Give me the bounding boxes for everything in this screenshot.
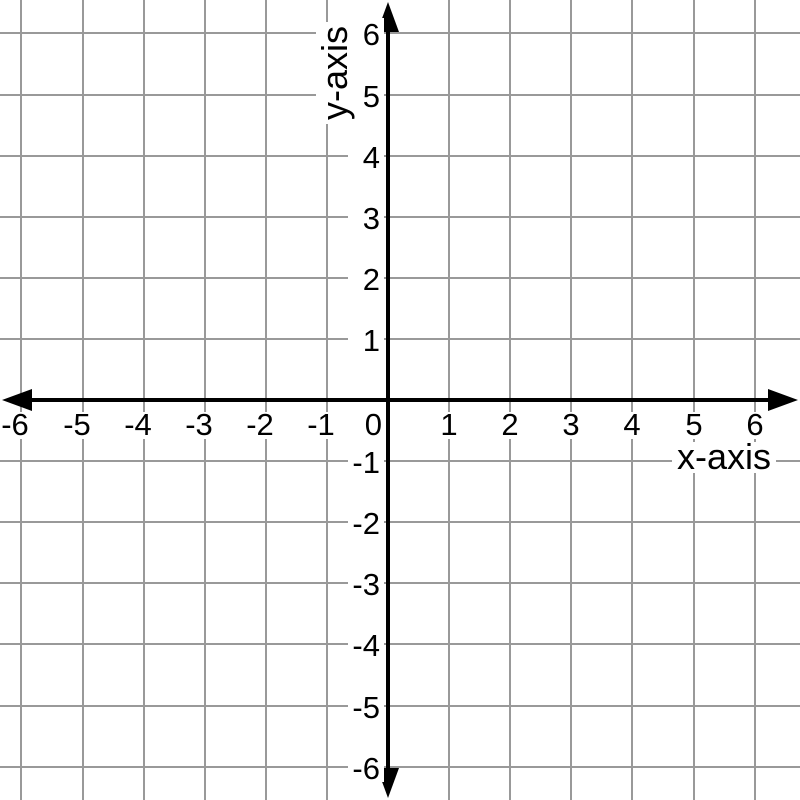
- x-tick-label: -3: [185, 407, 213, 442]
- x-tick-label: 3: [562, 407, 580, 442]
- y-tick-label: -5: [352, 690, 380, 725]
- y-axis-title: y-axis: [314, 25, 355, 121]
- y-tick-label: 5: [362, 79, 380, 114]
- axes: [2, 2, 798, 798]
- arrow-right-icon: [768, 389, 798, 411]
- origin-label: 0: [364, 407, 382, 442]
- x-tick-label: 6: [746, 407, 764, 442]
- y-tick-label: -6: [352, 751, 380, 786]
- y-tick-label: 6: [362, 17, 380, 52]
- x-tick-label: -2: [246, 407, 274, 442]
- y-tick-label: -1: [352, 445, 380, 480]
- y-tick-label: -4: [352, 628, 380, 663]
- y-tick-label: 1: [362, 323, 380, 358]
- x-tick-label: 4: [623, 407, 641, 442]
- y-tick-label: -3: [352, 567, 380, 602]
- x-tick-label: -6: [1, 407, 29, 442]
- x-tick-label: 2: [501, 407, 519, 442]
- y-tick-label: 2: [362, 262, 380, 297]
- y-tick-label: -2: [352, 506, 380, 541]
- x-axis-title: x-axis: [676, 436, 772, 477]
- x-tick-label: -4: [124, 407, 152, 442]
- y-tick-label: 4: [362, 140, 380, 175]
- y-tick-label: 3: [362, 201, 380, 236]
- x-tick-label: 5: [685, 407, 703, 442]
- x-tick-label: -1: [307, 407, 335, 442]
- x-tick-label: -5: [63, 407, 91, 442]
- x-tick-label: 1: [440, 407, 458, 442]
